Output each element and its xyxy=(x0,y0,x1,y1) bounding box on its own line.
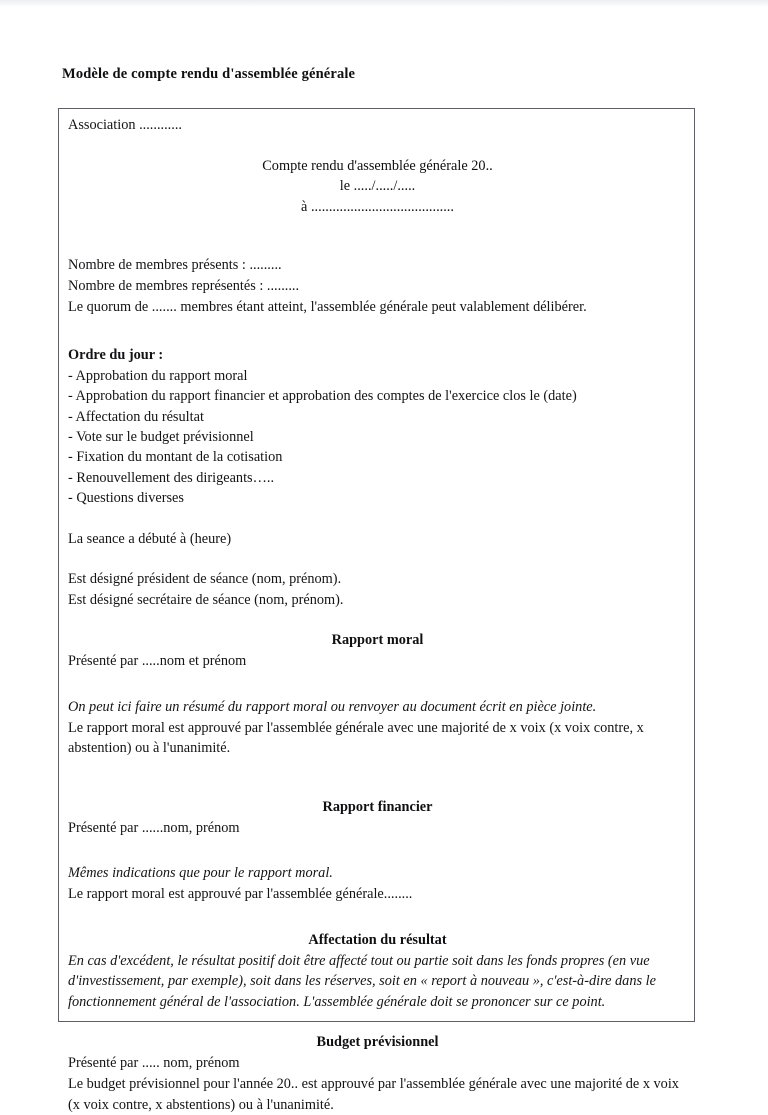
presenter-line-rapport-moral: Présenté par .....nom et prénom xyxy=(68,653,247,670)
session-president-line: Est désigné président de séance (nom, prénom). xyxy=(68,571,342,588)
meeting-header-block xyxy=(68,156,687,218)
session-start-line: La seance a débuté à (heure) xyxy=(68,530,232,547)
spacer xyxy=(68,905,687,925)
presenter-line-rapport-financier: Présenté par ......nom, prénom xyxy=(68,819,240,836)
agenda-item: - Renouvellement des dirigeants….. xyxy=(68,469,275,486)
quorum-line: Le quorum de ....... membres étant atteint, l'assemblée générale peut valablement délibérer. xyxy=(68,298,587,315)
agenda-item: - Approbation du rapport moral xyxy=(68,367,248,384)
agenda-item: - Fixation du montant de la cotisation xyxy=(68,449,283,466)
italic-note-rapport-moral: On peut ici faire un résumé du rapport moral ou renvoyer au document écrit en pièce jointe. xyxy=(68,698,597,715)
document-content-frame xyxy=(58,108,695,1113)
body-rapport-financier: Le rapport moral est approuvé par l'assemblée générale........ xyxy=(68,885,413,902)
session-secretary-line: Est désigné secrétaire de séance (nom, prénom). xyxy=(68,591,344,608)
spacer xyxy=(68,838,687,858)
meeting-date-line: le ...../...../..... xyxy=(339,178,416,195)
spacer xyxy=(68,217,687,245)
spacer xyxy=(68,245,687,255)
section-heading-rapport-moral: Rapport moral xyxy=(331,632,424,649)
spacer xyxy=(68,672,687,692)
page-title: Modèle de compte rendu d'assemblée générale xyxy=(62,66,356,82)
italic-note-rapport-financier: Mêmes indications que pour le rapport moral. xyxy=(68,865,333,882)
presenter-line-budget-previsionnel: Présenté par ..... nom, prénom xyxy=(68,1055,240,1072)
body-affectation-resultat: En cas d'excédent, le résultat positif doit être affecté tout ou partie soit dans les fonds propres (en vue d'investissement, par exemple), soit dans les réserves, soit en « report à nouveau », c'est-à-dire dans le fonctionnement général de l'association. L'assemblée générale doit se prononcer sur ce point. xyxy=(68,952,656,1010)
page-top-strip xyxy=(0,0,768,7)
meeting-title-line: Compte rendu d'assemblée générale 20.. xyxy=(262,157,493,174)
agenda-item: - Affectation du résultat xyxy=(68,408,204,425)
agenda-item: - Questions diverses xyxy=(68,490,184,507)
section-heading-affectation-resultat: Affectation du résultat xyxy=(308,931,447,948)
agenda-item: - Approbation du rapport financier et approbation des comptes de l'exercice clos le (date) xyxy=(68,388,577,405)
spacer xyxy=(68,136,687,156)
spacer xyxy=(68,1012,687,1032)
spacer xyxy=(68,317,687,345)
body-budget-previsionnel: Le budget prévisionnel pour l'année 20.. est approuvé par l'assemblée générale avec une majorité de x voix (x voix contre, x abstentions) ou à l'unanimité. xyxy=(68,1075,679,1113)
spacer xyxy=(68,549,687,569)
agenda-item: - Vote sur le budget prévisionnel xyxy=(68,428,254,445)
section-heading-budget-previsionnel: Budget prévisionnel xyxy=(316,1034,439,1051)
spacer xyxy=(68,787,687,797)
document-body xyxy=(68,115,687,1113)
agenda-heading: Ordre du jour : xyxy=(68,347,164,364)
members-present-line: Nombre de membres présents : ......... xyxy=(68,257,282,274)
body-rapport-moral: Le rapport moral est approuvé par l'assemblée générale avec une majorité de x voix (x voix contre, x abstention) ou à l'unanimité. xyxy=(68,719,644,757)
spacer xyxy=(68,759,687,787)
association-line: Association ............ xyxy=(68,117,182,133)
meeting-place-line: à ........................................ xyxy=(301,198,454,215)
spacer xyxy=(68,610,687,630)
section-heading-rapport-financier: Rapport financier xyxy=(322,798,433,815)
spacer xyxy=(68,509,687,529)
members-represented-line: Nombre de membres représentés : ......... xyxy=(68,277,300,294)
